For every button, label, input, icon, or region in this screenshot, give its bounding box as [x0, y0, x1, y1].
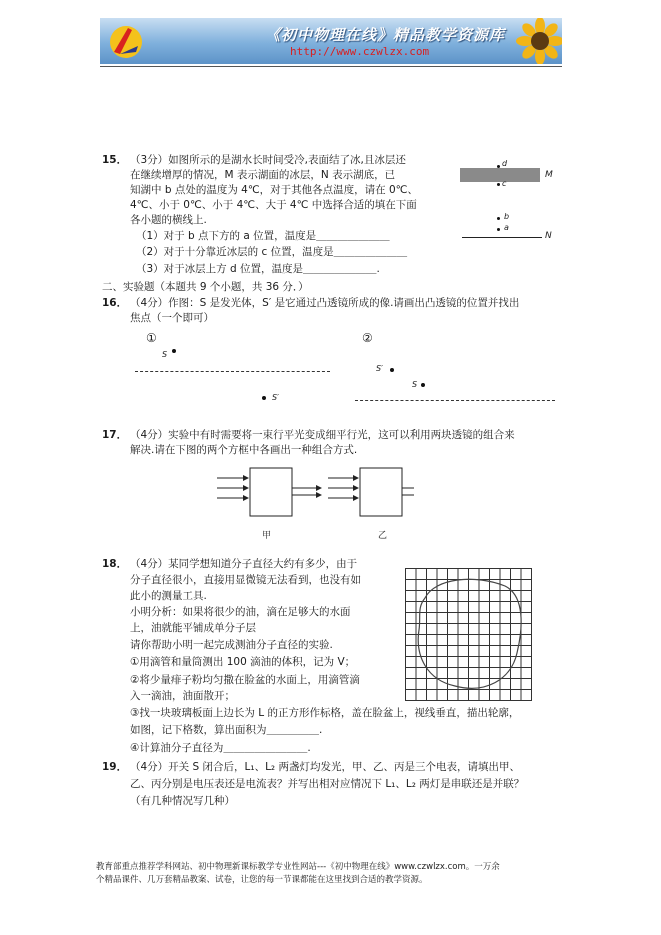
question-text-line: 此小的测量工具. [130, 590, 207, 602]
image-point-S-prime [262, 396, 266, 400]
image-point-S-prime [390, 368, 394, 372]
sub-question: （2）对于十分靠近冰层的 c 位置，温度是＿＿＿＿＿＿＿ [136, 246, 408, 258]
figure-1-mark: ① [146, 331, 157, 345]
question-text-line: （4分）开关 S 闭合后，L₁、L₂ 两盏灯均发光，甲、乙、丙是三个电表，请填出甲、 [130, 761, 520, 773]
question-number: 15． [102, 154, 128, 166]
site-logo [106, 22, 146, 60]
point-b [497, 217, 500, 220]
sub-question: （1）对于 b 点下方的 a 位置，温度是＿＿＿＿＿＿＿ [136, 230, 390, 242]
footer-line: 个精品课件、几万套精品教案、试卷，让您的每一节课都能在这里找到合适的教学资源。 [96, 875, 428, 885]
question-number: 17． [102, 429, 128, 441]
label-c: c [502, 179, 507, 188]
label-S: S [162, 350, 168, 359]
section-heading: 二、实验题（本题共 9 个小题，共 36 分．） [102, 281, 309, 293]
question-text-line: 在继续增厚的情况，M 表示湖面的冰层，N 表示湖底，已 [130, 169, 396, 181]
label-d: d [502, 159, 508, 168]
principal-axis-1 [135, 371, 330, 372]
label-S: S [412, 380, 418, 389]
header-banner [100, 18, 562, 64]
question-number: 19． [102, 761, 128, 773]
label-b: b [504, 212, 510, 221]
question-number: 18． [102, 558, 128, 570]
question-number: 16． [102, 297, 128, 309]
question-text-line: （有几种情况写几种） [130, 795, 235, 807]
question-text-line: （4分）作图：S 是发光体，S′ 是它通过凸透镜所成的像.请画出凸透镜的位置并找出 [130, 297, 520, 309]
question-text-line: 焦点（一个即可） [130, 312, 214, 324]
question-text-line: 小明分析：如果将很少的油，滴在足够大的水面 [130, 606, 351, 618]
question-text-line: 4℃、小于 0℃、小于 4℃、大于 4℃ 中选择合适的填在下面 [130, 199, 417, 211]
question-text-line: 各小题的横线上. [130, 214, 207, 226]
label-S-prime: S′ [272, 393, 279, 402]
sub-question: （3）对于冰层上方 d 位置，温度是＿＿＿＿＿＿＿. [136, 263, 380, 275]
question-text-line: 知湖中 b 点处的温度为 4℃，对于其他各点温度，请在 0℃、 [130, 184, 418, 196]
label-a: a [504, 223, 509, 232]
figure-2-mark: ② [362, 331, 373, 345]
point-d [497, 165, 500, 168]
question-text-line: ④计算油分子直径为＿＿＿＿＿＿＿＿. [130, 742, 311, 754]
question-text-line: （4分）某同学想知道分子直径大约有多少，由于 [130, 558, 358, 570]
question-text-line: 分子直径很小，直接用显微镜无法看到，也没有如 [130, 574, 361, 586]
banner-url[interactable]: http://www.czwlzx.com [290, 45, 430, 58]
light-source-S [421, 383, 425, 387]
question-text-line: 乙、丙分别是电压表还是电流表？并写出相对应情况下 L₁、L₂ 两灯是串联还是并联？ [130, 778, 525, 790]
header-divider [100, 66, 562, 67]
question-text-line: 上，油就能平铺成单分子层 [130, 622, 256, 634]
oil-film-outline [405, 568, 532, 701]
label-M: M [545, 170, 553, 180]
label-yi: 乙 [378, 531, 388, 541]
point-a [497, 228, 500, 231]
question-text-line: 如图，记下格数，算出面积为＿＿＿＿＿. [130, 724, 323, 736]
question-text-line: ①用滴管和量筒测出 100 滴油的体积，记为 V； [130, 656, 356, 668]
lake-bottom-line [462, 237, 542, 238]
question-text-line: （4分）实验中有时需要将一束行平光变成细平行光，这可以利用两块透镜的组合来 [130, 429, 515, 441]
question-text-line: ③找一块玻璃板面上边长为 L 的正方形作标格，盖在脸盆上，视线垂直，描出轮廓， [130, 707, 520, 719]
question-text-line: ②将少量痱子粉均匀撒在脸盆的水面上，用滴管滴 [130, 674, 360, 686]
label-S-prime: S′ [376, 364, 383, 373]
question-text-line: 请你帮助小明一起完成测油分子直径的实验. [130, 639, 333, 651]
point-c [497, 183, 500, 186]
label-jia: 甲 [262, 531, 272, 541]
question-text-line: 入一滴油，油面散开； [130, 690, 235, 702]
footer-line: 教育部重点推荐学科网站、初中物理新课标教学专业性网站---《初中物理在线》www.czwlzx.com。一万余 [96, 862, 500, 872]
label-N: N [545, 231, 552, 241]
banner-title: 《初中物理在线》精品教学资源库 [264, 26, 505, 44]
question-text-line: （3分）如图所示的是湖水长时间受冷,表面结了冰,且冰层还 [130, 154, 406, 166]
sunflower-icon [510, 18, 562, 64]
ice-layer [460, 168, 540, 182]
question-text-line: 解决.请在下图的两个方框中各画出一种组合方式. [130, 444, 358, 456]
light-source-S [172, 349, 176, 353]
principal-axis-2 [355, 400, 555, 401]
